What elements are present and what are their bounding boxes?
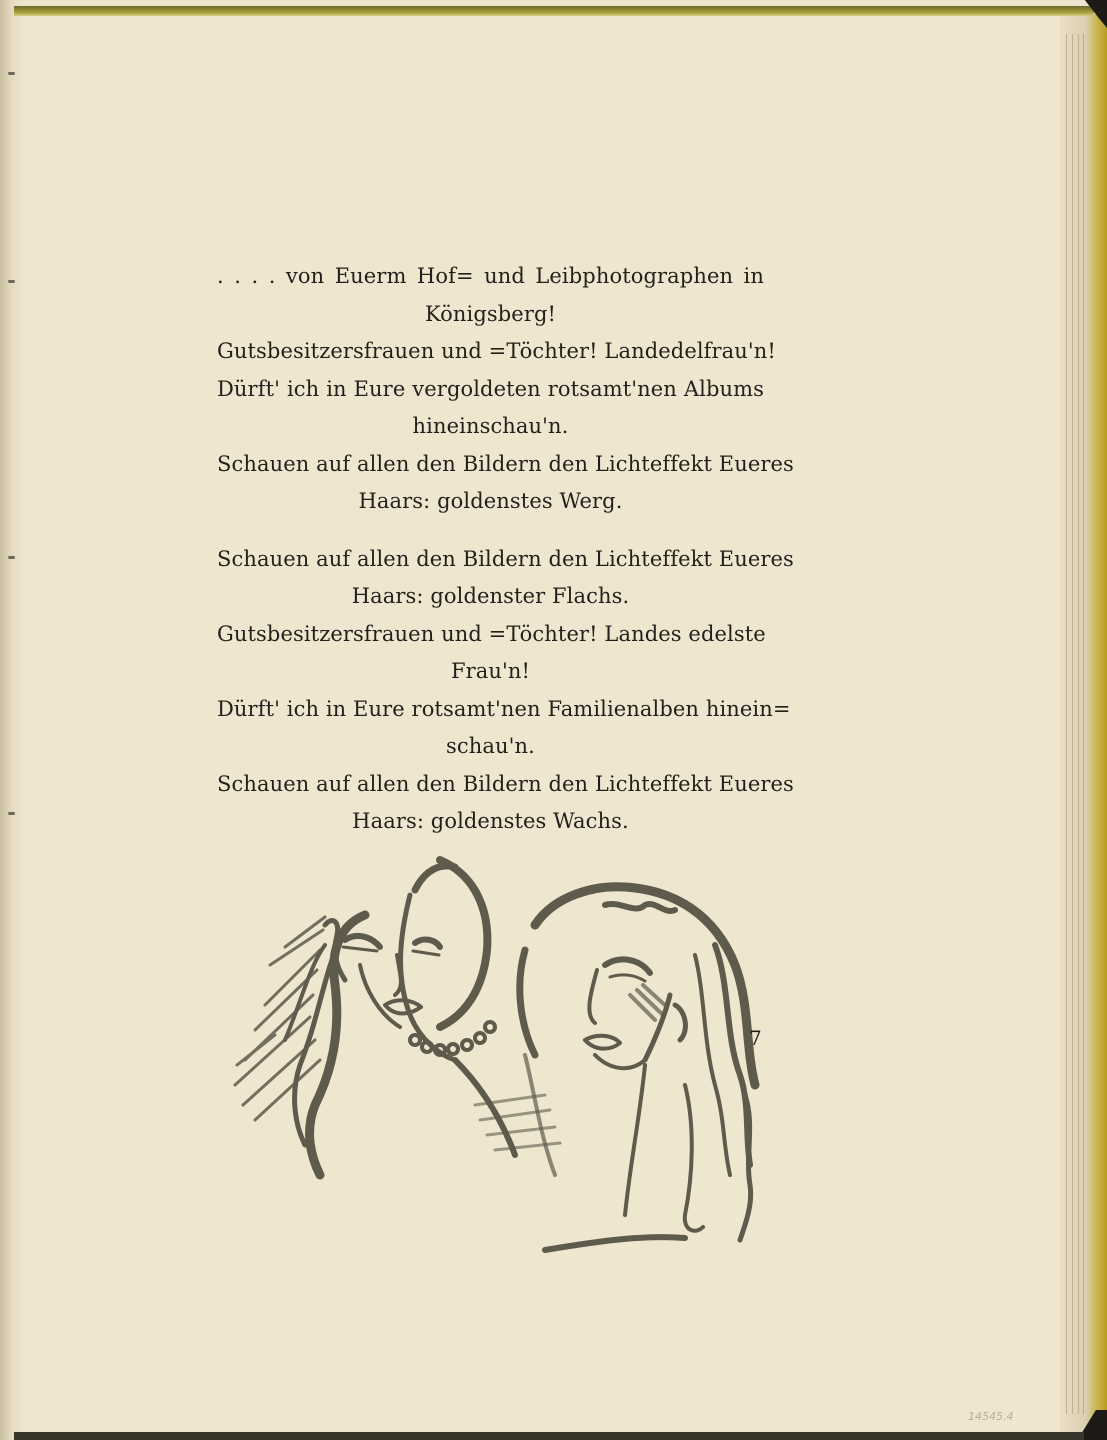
poem-line: Haars: goldenster Flachs. xyxy=(351,584,630,608)
bottom-cover-edge xyxy=(14,1432,1084,1440)
stanza-break xyxy=(217,521,764,541)
poem-line: schau'n. xyxy=(446,734,535,758)
poem-line: Gutsbesitzersfrauen und =Töchter! Landes edelste xyxy=(217,621,766,646)
hair-hatching xyxy=(235,917,325,1120)
poem-line: hineinschau'n. xyxy=(412,414,569,438)
binding-mark xyxy=(8,280,15,283)
binding-mark xyxy=(8,812,15,815)
page-fore-edge xyxy=(1060,14,1107,1434)
binding-mark xyxy=(8,72,15,75)
catalog-number: 14545.4 xyxy=(968,1410,1014,1423)
poem-line: Königsberg! xyxy=(424,301,557,326)
binding-mark xyxy=(8,556,15,559)
poem-line: . . . . von Euerm Hof= und Leibphotographen in xyxy=(217,264,764,288)
poem-line: Schauen auf allen den Bildern den Lichteffekt Eueres xyxy=(217,771,794,796)
poem-line: Frau'n! xyxy=(450,659,531,683)
poem-line: Schauen auf allen den Bildern den Lichteffekt Eueres xyxy=(217,451,794,476)
poem-line: Dürft' ich in Eure vergoldeten rotsamt'nen Albums xyxy=(217,376,764,401)
poem-line: Dürft' ich in Eure rotsamt'nen Familienalben hinein= xyxy=(217,696,791,721)
poem-line: Haars: goldenstes Werg. xyxy=(358,489,623,513)
page-number: 7 xyxy=(749,1026,762,1050)
poem-line: Schauen auf allen den Bildern den Lichteffekt Eueres xyxy=(217,546,794,571)
lithograph-illustration xyxy=(225,855,785,1265)
poem-line: Haars: goldenstes Wachs. xyxy=(352,809,629,833)
poem-line: Gutsbesitzersfrauen und =Töchter! Landedelfrau'n! xyxy=(217,339,776,363)
poem-text xyxy=(217,258,794,841)
gutter xyxy=(0,0,22,1440)
top-cover-edge xyxy=(14,6,1094,16)
